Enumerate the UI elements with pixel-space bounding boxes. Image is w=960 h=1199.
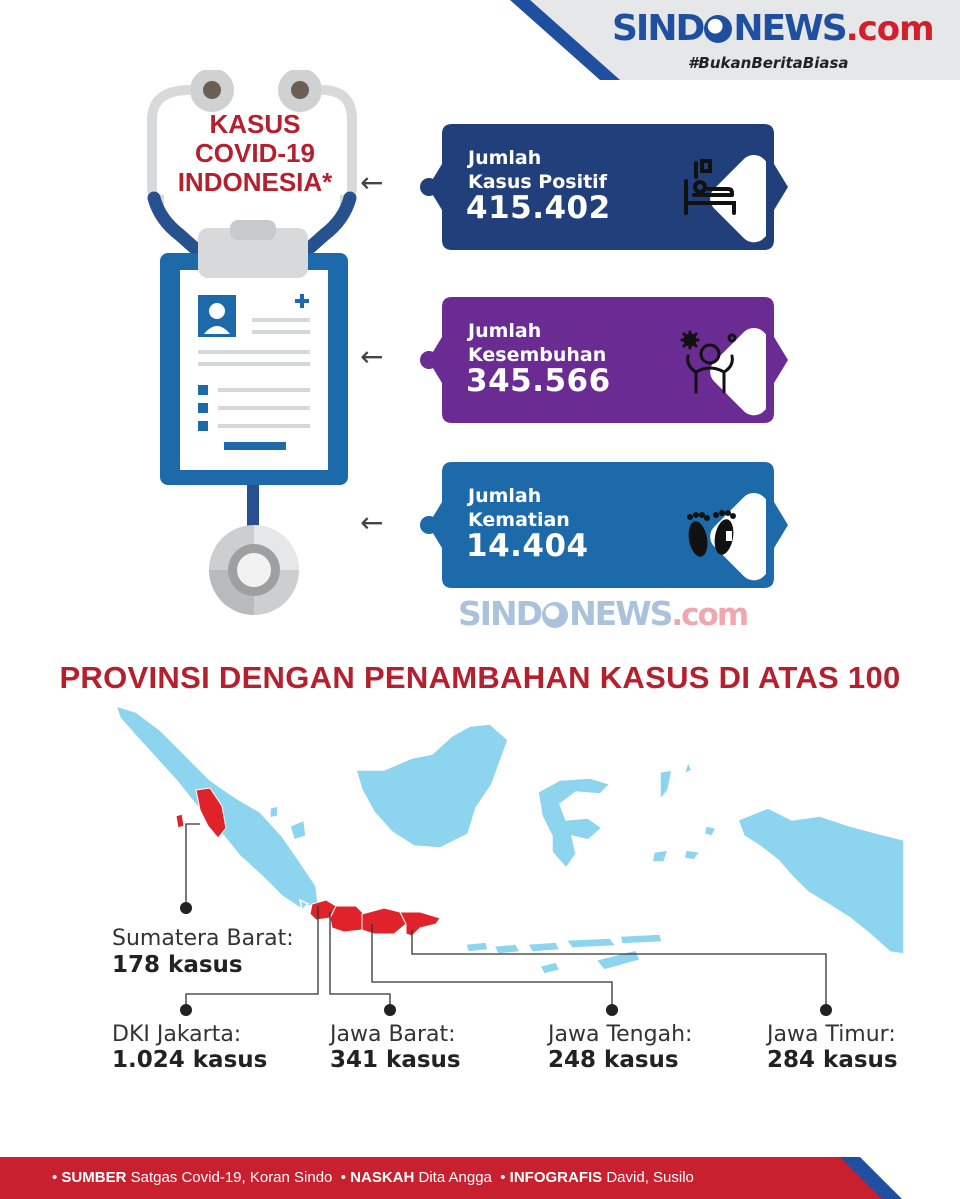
card-dot (420, 516, 438, 534)
stat-label-line1: Jumlah (468, 485, 542, 507)
stat-label-line2: Kasus Positif (468, 171, 607, 193)
logo-globe-icon (542, 602, 568, 628)
province-name: Jawa Barat: (330, 1022, 456, 1047)
stat-label-line2: Kematian (468, 509, 570, 531)
province-name: DKI Jakarta: (112, 1022, 242, 1047)
stat-value: 345.566 (466, 363, 611, 399)
recovered-person-icon (654, 310, 766, 422)
logo-globe-icon (704, 15, 732, 43)
province-name: Sumatera Barat: (112, 926, 294, 951)
footer-credits (0, 1157, 960, 1199)
section-title: PROVINSI DENGAN PENAMBAHAN KASUS DI ATAS 100 (59, 660, 901, 695)
stat-card-deaths (428, 462, 788, 588)
arrow-left-icon: ← (360, 166, 384, 199)
province-name: Jawa Timur: (767, 1022, 896, 1047)
arrow-left-icon: ← (360, 340, 384, 373)
hashtag: #BukanBeritaBiasa (688, 54, 849, 72)
brand-logo: SIND NEWS.com (612, 8, 934, 49)
watermark-logo: SIND NEWS.com (458, 594, 748, 633)
province-name: Jawa Tengah: (548, 1022, 693, 1047)
stat-label-line2: Kesembuhan (468, 344, 607, 366)
province-cases: 1.024 kasus (112, 1047, 268, 1073)
footer-corner-stripe (820, 1157, 960, 1199)
stat-label-line1: Jumlah (468, 320, 542, 342)
footer-text: • SUMBER Satgas Covid-19, Koran Sindo • NASKAH Dita Angga • INFOGRAFIS David, Susilo (52, 1169, 694, 1186)
province-cases: 248 kasus (548, 1047, 679, 1073)
hospital-bed-icon (654, 137, 766, 249)
province-cases: 341 kasus (330, 1047, 461, 1073)
stat-card-recovered (428, 297, 788, 423)
arrow-left-icon: ← (360, 506, 384, 539)
card-dot (420, 351, 438, 369)
card-dot (420, 178, 438, 196)
stat-card-positive (428, 124, 788, 250)
stat-value: 14.404 (466, 528, 589, 564)
province-cases: 284 kasus (767, 1047, 898, 1073)
footprints-icon (654, 475, 766, 587)
province-cases: 178 kasus (112, 952, 243, 978)
stat-value: 415.402 (466, 190, 611, 226)
headline: KASUS COVID-19 INDONESIA* (177, 109, 333, 197)
stat-label-line1: Jumlah (468, 147, 542, 169)
